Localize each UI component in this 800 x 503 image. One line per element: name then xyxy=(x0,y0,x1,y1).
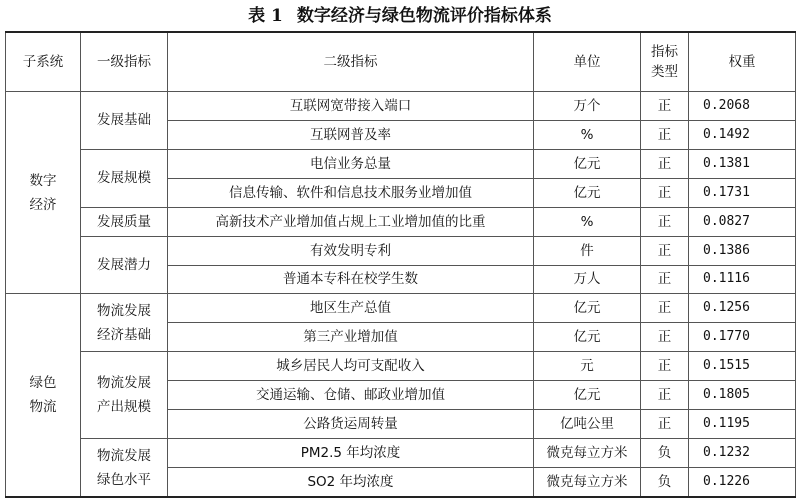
weight-cell: 0.0827 xyxy=(689,207,796,236)
type-cell: 正 xyxy=(641,178,689,207)
type-cell: 负 xyxy=(641,467,689,497)
caption-title: 数字经济与绿色物流评价指标体系 xyxy=(296,6,552,26)
subsystem-cell xyxy=(6,294,81,497)
indicator-cell: 第三产业增加值 xyxy=(168,323,534,352)
table-row xyxy=(6,352,796,381)
unit-cell: 亿元 xyxy=(534,381,641,410)
indicator-cell: 互联网宽带接入端口 xyxy=(168,92,534,121)
type-cell: 正 xyxy=(641,294,689,323)
level1-line1: 物流发展 xyxy=(97,302,151,319)
header-level1: 一级指标 xyxy=(81,32,168,92)
subsystem-line2: 经济 xyxy=(29,196,57,213)
subsystem-line1: 数字 xyxy=(29,172,57,189)
unit-cell: 元 xyxy=(534,352,641,381)
weight-cell: 0.1731 xyxy=(689,178,796,207)
table-row xyxy=(6,236,796,265)
indicator-cell: 有效发明专利 xyxy=(168,236,534,265)
unit-cell: 亿元 xyxy=(534,178,641,207)
unit-cell: 亿元 xyxy=(534,294,641,323)
table-caption xyxy=(0,4,800,28)
indicator-cell: 普通本专科在校学生数 xyxy=(168,265,534,294)
unit-cell: 微克每立方米 xyxy=(534,439,641,468)
header-level2: 二级指标 xyxy=(168,32,534,92)
weight-cell: 0.1386 xyxy=(689,236,796,265)
level1-cell: 发展潜力 xyxy=(81,236,168,294)
level1-line1: 物流发展 xyxy=(97,447,151,464)
weight-cell: 0.1256 xyxy=(689,294,796,323)
indicator-cell: 地区生产总值 xyxy=(168,294,534,323)
header-type-line1: 指标 xyxy=(651,44,678,60)
unit-cell: 件 xyxy=(534,236,641,265)
weight-cell: 0.1226 xyxy=(689,467,796,497)
indicator-cell: 信息传输、软件和信息技术服务业增加值 xyxy=(168,178,534,207)
indicator-cell: 城乡居民人均可支配收入 xyxy=(168,352,534,381)
weight-cell: 0.2068 xyxy=(689,92,796,121)
table-row xyxy=(6,294,796,323)
level1-cell: 发展质量 xyxy=(81,207,168,236)
weight-cell: 0.1232 xyxy=(689,439,796,468)
indicator-cell: 公路货运周转量 xyxy=(168,410,534,439)
type-cell: 正 xyxy=(641,265,689,294)
table-row xyxy=(6,207,796,236)
unit-cell: 亿吨公里 xyxy=(534,410,641,439)
header-type xyxy=(641,32,689,92)
indicator-cell: PM2.5 年均浓度 xyxy=(168,439,534,468)
header-type-line2: 类型 xyxy=(651,64,678,80)
type-cell: 正 xyxy=(641,410,689,439)
level1-cell xyxy=(81,294,168,352)
level1-cell: 发展基础 xyxy=(81,92,168,150)
level1-line2: 绿色水平 xyxy=(97,471,151,488)
type-cell: 负 xyxy=(641,439,689,468)
unit-cell: 万个 xyxy=(534,92,641,121)
type-cell: 正 xyxy=(641,149,689,178)
indicator-cell: 互联网普及率 xyxy=(168,120,534,149)
indicator-cell: 高新技术产业增加值占规上工业增加值的比重 xyxy=(168,207,534,236)
subsystem-line1: 绿色 xyxy=(29,375,57,392)
level1-cell xyxy=(81,352,168,439)
table-row xyxy=(6,149,796,178)
header-weight: 权重 xyxy=(689,32,796,92)
type-cell: 正 xyxy=(641,120,689,149)
table-row xyxy=(6,439,796,468)
unit-cell: % xyxy=(534,120,641,149)
weight-cell: 0.1116 xyxy=(689,265,796,294)
unit-cell: 万人 xyxy=(534,265,641,294)
level1-cell: 发展规模 xyxy=(81,149,168,207)
level1-line2: 产出规模 xyxy=(97,399,151,416)
table-row xyxy=(6,92,796,121)
weight-cell: 0.1492 xyxy=(689,120,796,149)
level1-line2: 经济基础 xyxy=(97,326,151,343)
type-cell: 正 xyxy=(641,352,689,381)
type-cell: 正 xyxy=(641,381,689,410)
weight-cell: 0.1195 xyxy=(689,410,796,439)
header-row xyxy=(6,32,796,92)
header-unit: 单位 xyxy=(534,32,641,92)
header-subsystem: 子系统 xyxy=(6,32,81,92)
subsystem-cell xyxy=(6,92,81,294)
indicator-cell: 交通运输、仓储、邮政业增加值 xyxy=(168,381,534,410)
caption-number: 表 1 xyxy=(248,6,283,26)
weight-cell: 0.1515 xyxy=(689,352,796,381)
subsystem-line2: 物流 xyxy=(29,399,57,416)
level1-cell xyxy=(81,439,168,497)
type-cell: 正 xyxy=(641,92,689,121)
weight-cell: 0.1381 xyxy=(689,149,796,178)
type-cell: 正 xyxy=(641,236,689,265)
unit-cell: 微克每立方米 xyxy=(534,467,641,497)
unit-cell: 亿元 xyxy=(534,149,641,178)
weight-cell: 0.1770 xyxy=(689,323,796,352)
unit-cell: % xyxy=(534,207,641,236)
unit-cell: 亿元 xyxy=(534,323,641,352)
level1-line1: 物流发展 xyxy=(97,375,151,392)
indicator-cell: 电信业务总量 xyxy=(168,149,534,178)
type-cell: 正 xyxy=(641,207,689,236)
indicator-table xyxy=(5,31,796,498)
type-cell: 正 xyxy=(641,323,689,352)
indicator-cell: SO2 年均浓度 xyxy=(168,467,534,497)
weight-cell: 0.1805 xyxy=(689,381,796,410)
